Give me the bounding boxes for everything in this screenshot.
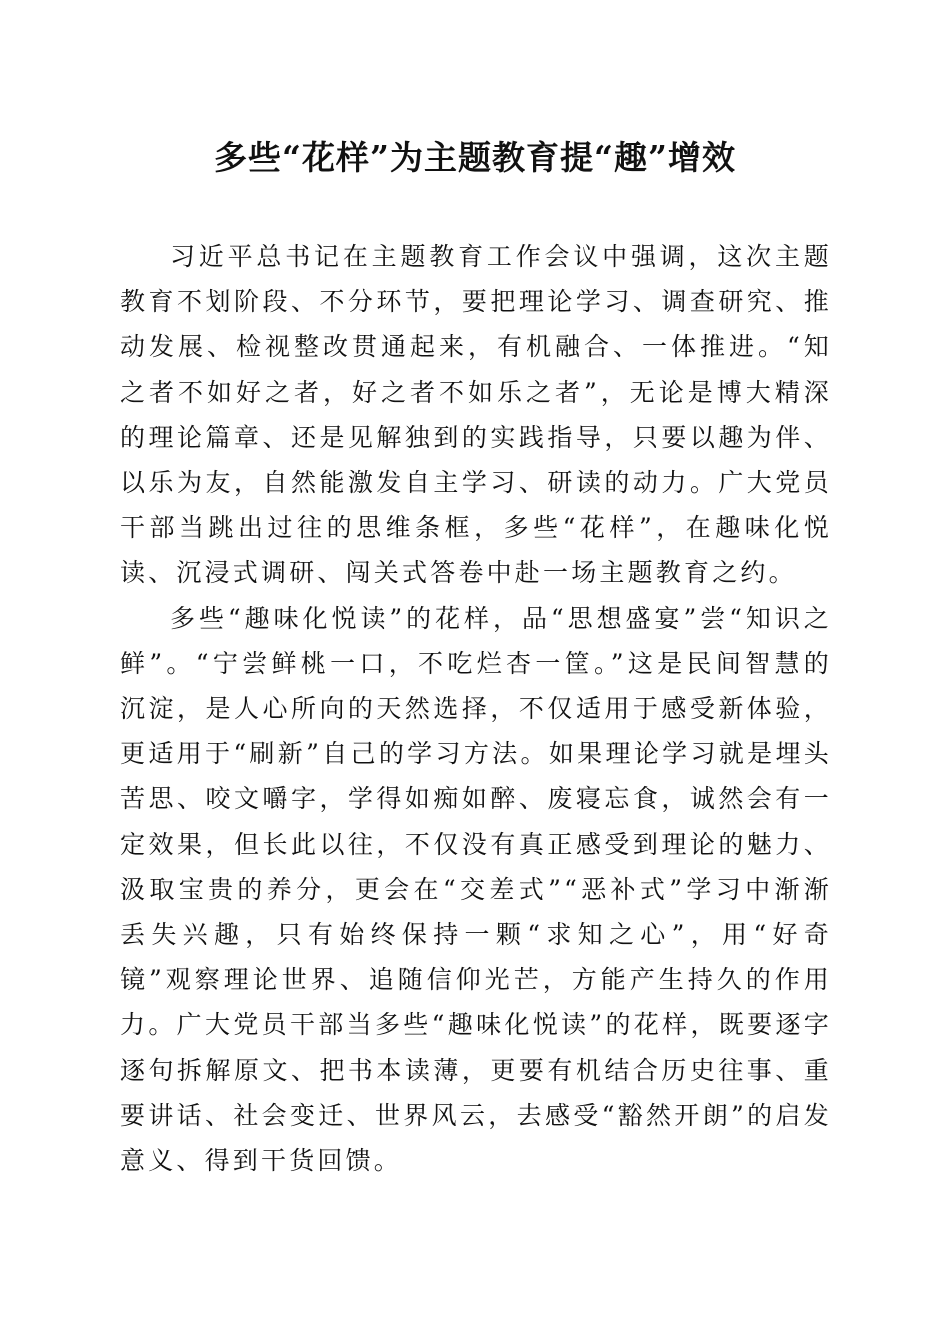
paragraph-2: 多些“趣味化悦读”的花样，品“思想盛宴”尝“知识之鲜”。“宁尝鲜桃一口，不吃烂杏一筐。”这是民间智慧的沉淀，是人心所向的天然选择，不仅适用于感受新体验，更适用于“刷新”自己的学习方法。如果理论学习就是埋头苦思、咬文嚼字，学得如痴如醉、废寝忘食，诚然会有一定效果，但长此以往，不仅没有真正感受到理论的魅力、汲取宝贵的养分，更会在“交差式”“恶补式”学习中渐渐丢失兴趣，只有始终保持一颗“求知之心”，用“好奇镜”观察理论世界、追随信仰光芒，方能产生持久的作用力。广大党员干部当多些“趣味化悦读”的花样，既要逐字逐句拆解原文、把书本读薄，更要有机结合历史往事、重要讲话、社会变迁、世界风云，去感受“豁然开朗”的启发意义、得到干货回馈。 (120, 603, 832, 1176)
paragraph-1: 习近平总书记在主题教育工作会议中强调，这次主题教育不划阶段、不分环节，要把理论学习、调查研究、推动发展、检视整改贯通起来，有机融合、一体推进。“知之者不如好之者，好之者不如乐之者”，无论是博大精深的理论篇章、还是见解独到的实践指导，只要以趣为伴、以乐为友，自然能激发自主学习、研读的动力。广大党员干部当跳出过往的思维条框，多些“花样”，在趣味化悦读、沉浸式调研、闯关式答卷中赴一场主题教育之约。 (120, 242, 832, 588)
document-title: 多些“花样”为主题教育提“趣”增效 (214, 138, 736, 177)
document-body (120, 234, 832, 1183)
